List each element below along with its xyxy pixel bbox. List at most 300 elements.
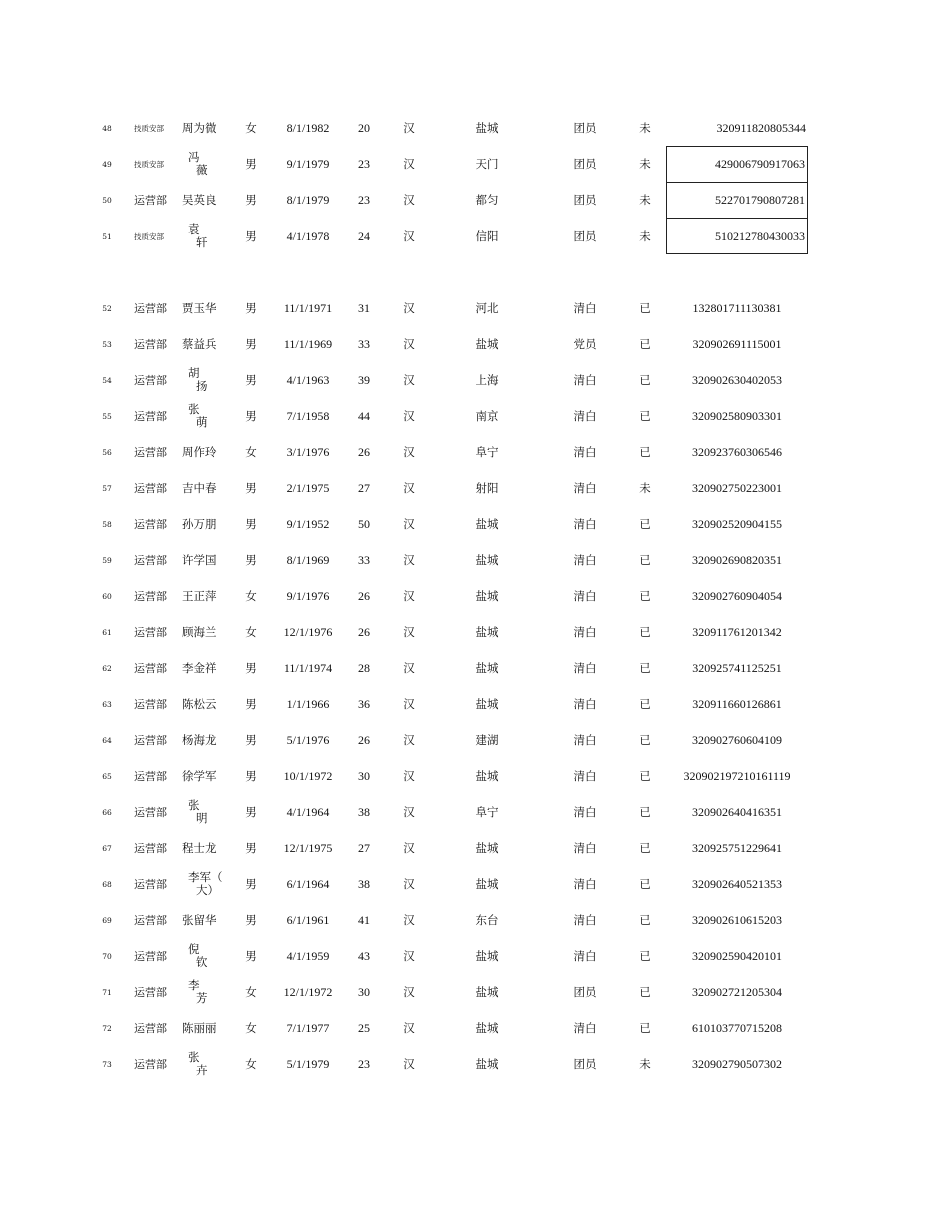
department-cell: 运营部 — [134, 410, 167, 423]
native-place-cell: 信阳 — [475, 229, 499, 243]
name-part-1: 张 — [188, 798, 200, 812]
ethnicity-cell: 汉 — [403, 517, 415, 531]
ethnicity-cell: 汉 — [403, 157, 415, 171]
id-number-cell: 320911660126861 — [692, 696, 782, 711]
name-cell: 程士龙 — [182, 841, 217, 855]
name-part-2: 扬 — [196, 379, 208, 393]
department-cell: 运营部 — [134, 338, 167, 351]
marital-status-cell: 未 — [639, 1057, 651, 1071]
id-number-cell: 320902630402053 — [692, 372, 782, 387]
name-part-2: 轩 — [196, 235, 208, 249]
political-status-cell: 团员 — [573, 157, 597, 171]
ethnicity-cell: 汉 — [403, 877, 415, 891]
name-cell — [182, 794, 226, 830]
id-number-cell: 320902721205304 — [692, 984, 782, 999]
political-status-cell: 清白 — [573, 733, 597, 747]
gender-cell: 男 — [245, 481, 257, 495]
id-number-cell: 320925751229641 — [692, 840, 782, 855]
political-status-cell: 团员 — [573, 121, 597, 135]
name-cell — [182, 974, 226, 1010]
name-part-1: 李 — [188, 978, 200, 992]
gender-cell: 男 — [245, 301, 257, 315]
age-cell: 23 — [358, 1056, 370, 1071]
gender-cell: 男 — [245, 229, 257, 243]
age-cell: 23 — [358, 192, 370, 207]
ethnicity-cell: 汉 — [403, 625, 415, 639]
department-cell: 运营部 — [134, 302, 167, 315]
native-place-cell: 都匀 — [475, 193, 499, 207]
age-cell: 26 — [358, 624, 370, 639]
birth-date-cell: 12/1/1972 — [283, 984, 333, 999]
department-cell: 运营部 — [134, 986, 167, 999]
id-number-cell: 320902691115001 — [692, 336, 782, 351]
marital-status-cell: 已 — [639, 877, 651, 891]
gender-cell: 男 — [245, 337, 257, 351]
row-number: 49 — [102, 159, 112, 169]
name-cell: 陈松云 — [182, 697, 217, 711]
native-place-cell: 盐城 — [475, 589, 499, 603]
age-cell: 39 — [358, 372, 370, 387]
birth-date-cell: 4/1/1978 — [286, 228, 330, 243]
table-row — [0, 902, 950, 938]
gender-cell: 女 — [245, 985, 257, 999]
birth-date-cell: 5/1/1979 — [286, 1056, 330, 1071]
political-status-cell: 清白 — [573, 481, 597, 495]
row-number: 57 — [102, 483, 112, 493]
id-number-cell: 320925741125251 — [692, 660, 782, 675]
department-cell: 运营部 — [134, 950, 167, 963]
political-status-cell: 清白 — [573, 589, 597, 603]
ethnicity-cell: 汉 — [403, 661, 415, 675]
id-number-cell: 510212780430033 — [666, 218, 808, 254]
ethnicity-cell: 汉 — [403, 553, 415, 567]
age-cell: 26 — [358, 444, 370, 459]
name-cell: 周作玲 — [182, 445, 217, 459]
gender-cell: 女 — [245, 1021, 257, 1035]
birth-date-cell: 4/1/1959 — [286, 948, 330, 963]
native-place-cell: 南京 — [475, 409, 499, 423]
native-place-cell: 盐城 — [475, 661, 499, 675]
political-status-cell: 清白 — [573, 445, 597, 459]
department-cell: 技质安部 — [134, 123, 164, 133]
political-status-cell: 清白 — [573, 769, 597, 783]
political-status-cell: 党员 — [573, 337, 597, 351]
age-cell: 26 — [358, 732, 370, 747]
name-part-2: 芳 — [196, 991, 208, 1005]
name-part-1: 张 — [188, 1050, 200, 1064]
birth-date-cell: 2/1/1975 — [286, 480, 330, 495]
id-number-cell: 320911761201342 — [692, 624, 782, 639]
gender-cell: 男 — [245, 841, 257, 855]
political-status-cell: 清白 — [573, 553, 597, 567]
row-number: 50 — [102, 195, 112, 205]
name-part-2: 薇 — [196, 163, 208, 177]
ethnicity-cell: 汉 — [403, 229, 415, 243]
birth-date-cell: 12/1/1976 — [283, 624, 333, 639]
table-row — [0, 722, 950, 758]
department-cell: 运营部 — [134, 770, 167, 783]
table-row — [0, 794, 950, 830]
table-row — [0, 866, 950, 902]
id-number-cell: 320902580903301 — [692, 408, 782, 423]
name-cell: 杨海龙 — [182, 733, 217, 747]
id-number-cell: 320902760604109 — [692, 732, 782, 747]
name-cell: 陈丽丽 — [182, 1021, 217, 1035]
row-number: 52 — [102, 303, 112, 313]
birth-date-cell: 8/1/1969 — [286, 552, 330, 567]
gender-cell: 女 — [245, 445, 257, 459]
marital-status-cell: 已 — [639, 589, 651, 603]
department-cell: 技质安部 — [134, 231, 164, 241]
name-cell: 王正萍 — [182, 589, 217, 603]
native-place-cell: 阜宁 — [475, 445, 499, 459]
political-status-cell: 清白 — [573, 949, 597, 963]
row-number: 62 — [102, 663, 112, 673]
department-cell: 运营部 — [134, 698, 167, 711]
id-number-cell: 320902610615203 — [692, 912, 782, 927]
row-number: 65 — [102, 771, 112, 781]
political-status-cell: 清白 — [573, 301, 597, 315]
marital-status-cell: 已 — [639, 841, 651, 855]
age-cell: 33 — [358, 336, 370, 351]
age-cell: 41 — [358, 912, 370, 927]
age-cell: 44 — [358, 408, 370, 423]
political-status-cell: 清白 — [573, 373, 597, 387]
native-place-cell: 射阳 — [475, 481, 499, 495]
birth-date-cell: 12/1/1975 — [283, 840, 333, 855]
table-row — [0, 218, 950, 254]
birth-date-cell: 10/1/1972 — [283, 768, 333, 783]
name-part-1: 袁 — [188, 222, 200, 236]
age-cell: 25 — [358, 1020, 370, 1035]
gender-cell: 男 — [245, 517, 257, 531]
row-number: 51 — [102, 231, 112, 241]
birth-date-cell: 5/1/1976 — [286, 732, 330, 747]
id-number-cell: 320902640416351 — [692, 804, 782, 819]
age-cell: 43 — [358, 948, 370, 963]
gender-cell: 女 — [245, 589, 257, 603]
table-row — [0, 182, 950, 218]
birth-date-cell: 11/1/1974 — [283, 660, 333, 675]
ethnicity-cell: 汉 — [403, 985, 415, 999]
name-cell — [182, 938, 226, 974]
table-row — [0, 290, 950, 326]
ethnicity-cell: 汉 — [403, 373, 415, 387]
age-cell: 27 — [358, 840, 370, 855]
table-row — [0, 758, 950, 794]
department-cell: 运营部 — [134, 1058, 167, 1071]
row-number: 58 — [102, 519, 112, 529]
birth-date-cell: 6/1/1961 — [286, 912, 330, 927]
marital-status-cell: 已 — [639, 913, 651, 927]
marital-status-cell: 已 — [639, 985, 651, 999]
department-cell: 运营部 — [134, 734, 167, 747]
department-cell: 运营部 — [134, 878, 167, 891]
age-cell: 20 — [358, 120, 370, 135]
native-place-cell: 盐城 — [475, 517, 499, 531]
gender-cell: 男 — [245, 733, 257, 747]
department-cell: 运营部 — [134, 590, 167, 603]
id-number-cell: 320911820805344 — [716, 120, 806, 135]
marital-status-cell: 已 — [639, 661, 651, 675]
birth-date-cell: 11/1/1969 — [283, 336, 333, 351]
row-number: 63 — [102, 699, 112, 709]
gender-cell: 男 — [245, 697, 257, 711]
gender-cell: 男 — [245, 805, 257, 819]
birth-date-cell: 1/1/1966 — [286, 696, 330, 711]
name-cell — [182, 1046, 226, 1082]
political-status-cell: 团员 — [573, 193, 597, 207]
marital-status-cell: 已 — [639, 445, 651, 459]
name-cell: 张留华 — [182, 913, 217, 927]
native-place-cell: 天门 — [475, 157, 499, 171]
political-status-cell: 团员 — [573, 1057, 597, 1071]
row-number: 60 — [102, 591, 112, 601]
ethnicity-cell: 汉 — [403, 697, 415, 711]
birth-date-cell: 4/1/1963 — [286, 372, 330, 387]
political-status-cell: 清白 — [573, 913, 597, 927]
table-row — [0, 362, 950, 398]
native-place-cell: 东台 — [475, 913, 499, 927]
ethnicity-cell: 汉 — [403, 841, 415, 855]
id-number-cell: 522701790807281 — [666, 182, 808, 218]
birth-date-cell: 8/1/1979 — [286, 192, 330, 207]
marital-status-cell: 已 — [639, 949, 651, 963]
age-cell: 27 — [358, 480, 370, 495]
name-part-2: 卉 — [196, 1063, 208, 1077]
marital-status-cell: 已 — [639, 517, 651, 531]
gender-cell: 男 — [245, 877, 257, 891]
name-part-1: 冯 — [188, 150, 200, 164]
age-cell: 24 — [358, 228, 370, 243]
name-part-2: 钦 — [196, 955, 208, 969]
native-place-cell: 盐城 — [475, 1021, 499, 1035]
id-number-cell: 132801711130381 — [692, 300, 782, 315]
political-status-cell: 清白 — [573, 409, 597, 423]
table-row — [0, 974, 950, 1010]
id-number-cell: 320902590420101 — [692, 948, 782, 963]
native-place-cell: 盐城 — [475, 877, 499, 891]
department-cell: 运营部 — [134, 662, 167, 675]
table-row — [0, 938, 950, 974]
age-cell: 31 — [358, 300, 370, 315]
name-cell: 顾海兰 — [182, 625, 217, 639]
row-number: 67 — [102, 843, 112, 853]
row-number: 64 — [102, 735, 112, 745]
birth-date-cell: 9/1/1952 — [286, 516, 330, 531]
birth-date-cell: 8/1/1982 — [286, 120, 330, 135]
native-place-cell: 盐城 — [475, 553, 499, 567]
department-cell: 运营部 — [134, 1022, 167, 1035]
department-cell: 运营部 — [134, 518, 167, 531]
native-place-cell: 盐城 — [475, 337, 499, 351]
name-part-2: 萌 — [196, 415, 208, 429]
table-row — [0, 398, 950, 434]
name-part-2: 明 — [196, 811, 208, 825]
birth-date-cell: 11/1/1971 — [283, 300, 333, 315]
gender-cell: 男 — [245, 157, 257, 171]
name-cell — [182, 362, 226, 398]
political-status-cell: 清白 — [573, 625, 597, 639]
age-cell: 50 — [358, 516, 370, 531]
row-number: 66 — [102, 807, 112, 817]
department-cell: 运营部 — [134, 194, 167, 207]
name-cell: 徐学军 — [182, 769, 217, 783]
table-row — [0, 146, 950, 182]
row-number: 48 — [102, 123, 112, 133]
age-cell: 28 — [358, 660, 370, 675]
ethnicity-cell: 汉 — [403, 445, 415, 459]
native-place-cell: 河北 — [475, 301, 499, 315]
gender-cell: 男 — [245, 193, 257, 207]
row-number: 71 — [102, 987, 112, 997]
political-status-cell: 清白 — [573, 841, 597, 855]
ethnicity-cell: 汉 — [403, 805, 415, 819]
gender-cell: 女 — [245, 625, 257, 639]
row-number: 59 — [102, 555, 112, 565]
row-number: 69 — [102, 915, 112, 925]
age-cell: 30 — [358, 984, 370, 999]
marital-status-cell: 未 — [639, 481, 651, 495]
political-status-cell: 团员 — [573, 229, 597, 243]
table-row — [0, 434, 950, 470]
birth-date-cell: 9/1/1979 — [286, 156, 330, 171]
row-number: 70 — [102, 951, 112, 961]
ethnicity-cell: 汉 — [403, 193, 415, 207]
department-cell: 运营部 — [134, 626, 167, 639]
marital-status-cell: 已 — [639, 769, 651, 783]
id-number-cell: 610103770715208 — [692, 1020, 782, 1035]
id-number-cell: 429006790917063 — [666, 146, 808, 182]
birth-date-cell: 7/1/1958 — [286, 408, 330, 423]
name-cell: 李金祥 — [182, 661, 217, 675]
native-place-cell: 盐城 — [475, 697, 499, 711]
birth-date-cell: 9/1/1976 — [286, 588, 330, 603]
department-cell: 运营部 — [134, 446, 167, 459]
age-cell: 33 — [358, 552, 370, 567]
name-part-1: 倪 — [188, 942, 200, 956]
political-status-cell: 清白 — [573, 661, 597, 675]
marital-status-cell: 已 — [639, 1021, 651, 1035]
marital-status-cell: 未 — [639, 157, 651, 171]
table-row — [0, 830, 950, 866]
gender-cell: 男 — [245, 661, 257, 675]
table-row — [0, 506, 950, 542]
id-number-cell: 320923760306546 — [692, 444, 782, 459]
name-cell: 许学国 — [182, 553, 217, 567]
department-cell: 运营部 — [134, 842, 167, 855]
ethnicity-cell: 汉 — [403, 733, 415, 747]
name-part-1: 张 — [188, 402, 200, 416]
department-cell: 运营部 — [134, 554, 167, 567]
native-place-cell: 盐城 — [475, 1057, 499, 1071]
row-number: 72 — [102, 1023, 112, 1033]
department-cell: 运营部 — [134, 806, 167, 819]
marital-status-cell: 已 — [639, 697, 651, 711]
row-number: 55 — [102, 411, 112, 421]
marital-status-cell: 已 — [639, 409, 651, 423]
gender-cell: 女 — [245, 1057, 257, 1071]
department-cell: 运营部 — [134, 374, 167, 387]
marital-status-cell: 已 — [639, 373, 651, 387]
political-status-cell: 团员 — [573, 985, 597, 999]
table-row — [0, 542, 950, 578]
table-row — [0, 614, 950, 650]
name-cell — [182, 218, 226, 254]
gender-cell: 男 — [245, 769, 257, 783]
name-cell: 周为微 — [182, 121, 217, 135]
native-place-cell: 盐城 — [475, 769, 499, 783]
row-number: 61 — [102, 627, 112, 637]
native-place-cell: 盐城 — [475, 949, 499, 963]
table-row — [0, 686, 950, 722]
table-row — [0, 110, 950, 146]
marital-status-cell: 未 — [639, 121, 651, 135]
name-cell: 贾玉华 — [182, 301, 217, 315]
age-cell: 36 — [358, 696, 370, 711]
marital-status-cell: 已 — [639, 553, 651, 567]
ethnicity-cell: 汉 — [403, 589, 415, 603]
row-number: 53 — [102, 339, 112, 349]
gender-cell: 男 — [245, 949, 257, 963]
birth-date-cell: 4/1/1964 — [286, 804, 330, 819]
name-cell — [182, 398, 226, 434]
age-cell: 23 — [358, 156, 370, 171]
name-part-2: 大） — [196, 883, 219, 897]
table-row — [0, 326, 950, 362]
native-place-cell: 盐城 — [475, 625, 499, 639]
political-status-cell: 清白 — [573, 877, 597, 891]
department-cell: 运营部 — [134, 482, 167, 495]
ethnicity-cell: 汉 — [403, 337, 415, 351]
native-place-cell: 上海 — [475, 373, 499, 387]
marital-status-cell: 已 — [639, 625, 651, 639]
id-number-cell: 320902790507302 — [692, 1056, 782, 1071]
row-number: 73 — [102, 1059, 112, 1069]
marital-status-cell: 已 — [639, 733, 651, 747]
ethnicity-cell: 汉 — [403, 913, 415, 927]
name-cell — [182, 866, 226, 902]
gender-cell: 男 — [245, 913, 257, 927]
id-number-cell: 320902640521353 — [692, 876, 782, 891]
id-number-cell: 320902690820351 — [692, 552, 782, 567]
political-status-cell: 清白 — [573, 517, 597, 531]
row-number: 68 — [102, 879, 112, 889]
name-cell — [182, 146, 226, 182]
age-cell: 38 — [358, 876, 370, 891]
marital-status-cell: 未 — [639, 229, 651, 243]
political-status-cell: 清白 — [573, 805, 597, 819]
name-cell: 吴英良 — [182, 193, 217, 207]
name-cell: 吉中春 — [182, 481, 217, 495]
native-place-cell: 盐城 — [475, 121, 499, 135]
table-row — [0, 1010, 950, 1046]
id-number-cell: 320902760904054 — [692, 588, 782, 603]
marital-status-cell: 已 — [639, 301, 651, 315]
gender-cell: 女 — [245, 121, 257, 135]
age-cell: 26 — [358, 588, 370, 603]
name-part-1: 李军（ — [188, 870, 223, 884]
marital-status-cell: 已 — [639, 805, 651, 819]
gender-cell: 男 — [245, 409, 257, 423]
ethnicity-cell: 汉 — [403, 769, 415, 783]
birth-date-cell: 7/1/1977 — [286, 1020, 330, 1035]
gender-cell: 男 — [245, 373, 257, 387]
political-status-cell: 清白 — [573, 697, 597, 711]
department-cell: 技质安部 — [134, 159, 164, 169]
table-row — [0, 578, 950, 614]
ethnicity-cell: 汉 — [403, 1057, 415, 1071]
